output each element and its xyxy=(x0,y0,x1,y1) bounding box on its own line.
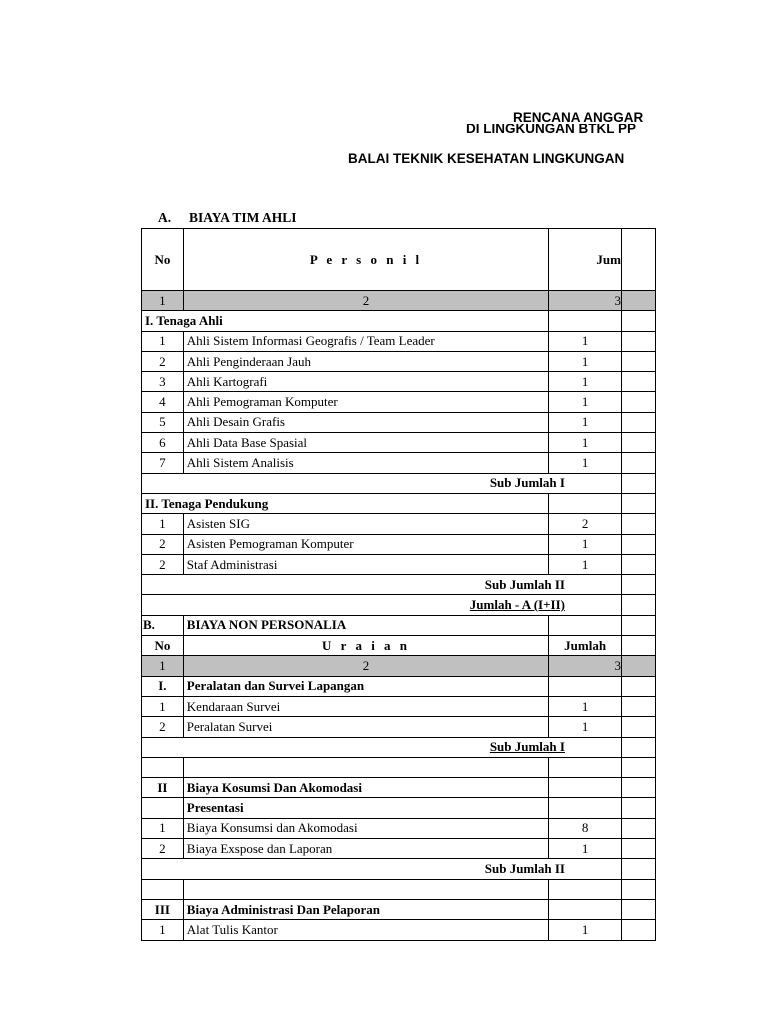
group-label: Biaya Administrasi Dan Pelaporan xyxy=(183,899,548,919)
total-label xyxy=(142,595,622,615)
cell xyxy=(621,453,655,473)
cell xyxy=(621,554,655,574)
row-name: Staf Administrasi xyxy=(183,554,548,574)
cell xyxy=(621,311,655,331)
row-name: Ahli Sistem Informasi Geografis / Team Leader xyxy=(183,331,548,351)
row-name: Ahli Desain Grafis xyxy=(183,412,548,432)
row-qty: 2 xyxy=(549,514,622,534)
row-name: Ahli Sistem Analisis xyxy=(183,453,548,473)
total-row xyxy=(142,595,656,615)
cell xyxy=(621,899,655,919)
blank-row xyxy=(142,757,656,777)
cell xyxy=(621,879,655,899)
table-header-row xyxy=(142,229,656,291)
cell xyxy=(621,696,655,716)
col-no-header: No xyxy=(142,636,184,656)
row-qty: 1 xyxy=(549,839,622,859)
row-no: 6 xyxy=(142,433,184,453)
cell xyxy=(621,331,655,351)
subgroup-row xyxy=(142,798,656,818)
row-qty: 1 xyxy=(549,331,622,351)
table-row xyxy=(142,412,656,432)
row-no: 2 xyxy=(142,839,184,859)
col-personil-header: P e r s o n i l xyxy=(183,229,548,291)
row-name: Ahli Penginderaan Jauh xyxy=(183,351,548,371)
cell xyxy=(621,412,655,432)
row-name: Biaya Konsumsi dan Akomodasi xyxy=(183,818,548,838)
row-no: 1 xyxy=(142,514,184,534)
section-a-letter: A. xyxy=(158,210,172,225)
cell xyxy=(549,798,622,818)
col-uraian-header: U r a i a n xyxy=(183,636,548,656)
section-b-title: BIAYA NON PERSONALIA xyxy=(183,615,548,635)
cell xyxy=(549,778,622,798)
cell xyxy=(621,757,655,777)
cell xyxy=(621,737,655,757)
table-row xyxy=(142,818,656,838)
row-no: 7 xyxy=(142,453,184,473)
cell xyxy=(621,351,655,371)
subtotal-row xyxy=(142,737,656,757)
index-cell: 2 xyxy=(183,291,548,311)
cell xyxy=(183,879,548,899)
row-qty: 8 xyxy=(549,818,622,838)
document-subtitle-text: DI LINGKUNGAN BTKL PP xyxy=(466,124,637,133)
cell xyxy=(549,676,622,696)
document-title: RENCANA ANGGAR xyxy=(513,110,644,125)
cell xyxy=(621,493,655,513)
subtotal-row xyxy=(142,473,656,493)
cell xyxy=(621,636,655,656)
cell xyxy=(549,879,622,899)
cell xyxy=(621,798,655,818)
table-row xyxy=(142,839,656,859)
cell xyxy=(621,575,655,595)
row-qty: 1 xyxy=(549,717,622,737)
row-no: 1 xyxy=(142,696,184,716)
cell xyxy=(142,879,184,899)
group-no: II xyxy=(142,778,184,798)
row-name: Peralatan Survei xyxy=(183,717,548,737)
index-cell: 1 xyxy=(142,291,184,311)
institution-name: BALAI TEKNIK KESEHATAN LINGKUNGAN xyxy=(348,151,625,166)
row-qty: 1 xyxy=(549,372,622,392)
row-qty: 1 xyxy=(549,392,622,412)
subtotal-label: Sub Jumlah I xyxy=(142,473,622,493)
cell xyxy=(621,656,655,676)
cell xyxy=(621,595,655,615)
group-row xyxy=(142,899,656,919)
table-row xyxy=(142,514,656,534)
row-name: Ahli Data Base Spasial xyxy=(183,433,548,453)
budget-table xyxy=(141,228,656,941)
table-row xyxy=(142,331,656,351)
cell xyxy=(621,372,655,392)
group-label: I. Tenaga Ahli xyxy=(142,311,549,331)
row-qty: 1 xyxy=(549,554,622,574)
subtotal-label-text: Sub Jumlah I xyxy=(489,739,565,755)
index-row xyxy=(142,656,656,676)
cell xyxy=(621,534,655,554)
row-no: 1 xyxy=(142,331,184,351)
table-row xyxy=(142,696,656,716)
blank-row xyxy=(142,879,656,899)
group-label: Biaya Kosumsi Dan Akomodasi xyxy=(183,778,548,798)
table-row xyxy=(142,534,656,554)
subtotal-row xyxy=(142,575,656,595)
row-qty: 1 xyxy=(549,412,622,432)
row-no: 2 xyxy=(142,351,184,371)
cell xyxy=(621,615,655,635)
row-qty: 1 xyxy=(549,534,622,554)
row-name: Biaya Exspose dan Laporan xyxy=(183,839,548,859)
row-qty: 1 xyxy=(549,696,622,716)
table-row xyxy=(142,554,656,574)
row-name: Asisten Pemograman Komputer xyxy=(183,534,548,554)
cell xyxy=(621,839,655,859)
group-row xyxy=(142,311,656,331)
row-qty: 1 xyxy=(549,351,622,371)
row-no: 2 xyxy=(142,717,184,737)
total-label-text: Jumlah - A (I+II) xyxy=(469,597,565,613)
row-no: 2 xyxy=(142,554,184,574)
cell xyxy=(621,859,655,879)
cell xyxy=(621,818,655,838)
subtotal-label: Sub Jumlah II xyxy=(142,859,622,879)
row-no: 5 xyxy=(142,412,184,432)
row-no: 4 xyxy=(142,392,184,412)
col-jumlah-header: Jumlah xyxy=(549,636,622,656)
cell xyxy=(621,229,655,291)
index-cell: 2 xyxy=(183,656,548,676)
row-name: Ahli Kartografi xyxy=(183,372,548,392)
subgroup-label: Presentasi xyxy=(183,798,548,818)
col-jumlah-header: Jum xyxy=(549,229,622,291)
section-b-title-row xyxy=(142,615,656,635)
table-row xyxy=(142,920,656,940)
table-row xyxy=(142,453,656,473)
cell xyxy=(549,493,622,513)
group-row xyxy=(142,676,656,696)
row-no: 3 xyxy=(142,372,184,392)
index-row xyxy=(142,291,656,311)
cell xyxy=(183,757,548,777)
group-no: III xyxy=(142,899,184,919)
cell xyxy=(621,676,655,696)
subtotal-row xyxy=(142,859,656,879)
cell xyxy=(621,392,655,412)
cell xyxy=(621,473,655,493)
cell xyxy=(549,757,622,777)
row-name: Ahli Pemograman Komputer xyxy=(183,392,548,412)
cell xyxy=(142,757,184,777)
row-name: Alat Tulis Kantor xyxy=(183,920,548,940)
index-cell: 3 xyxy=(549,291,622,311)
table-header-row xyxy=(142,636,656,656)
row-qty: 1 xyxy=(549,920,622,940)
group-label: II. Tenaga Pendukung xyxy=(142,493,549,513)
row-qty: 1 xyxy=(549,433,622,453)
cell xyxy=(621,433,655,453)
table-row xyxy=(142,717,656,737)
cell xyxy=(621,717,655,737)
table-row xyxy=(142,433,656,453)
table-row xyxy=(142,372,656,392)
cell xyxy=(621,291,655,311)
group-no: I. xyxy=(142,676,184,696)
section-b-letter: B. xyxy=(142,615,184,635)
row-no: 1 xyxy=(142,920,184,940)
cell xyxy=(621,778,655,798)
subtotal-label xyxy=(142,737,622,757)
table-row xyxy=(142,392,656,412)
cell xyxy=(621,514,655,534)
group-row xyxy=(142,778,656,798)
group-label: Peralatan dan Survei Lapangan xyxy=(183,676,548,696)
row-no: 2 xyxy=(142,534,184,554)
cell xyxy=(549,615,622,635)
section-a-title: BIAYA TIM AHLI xyxy=(189,210,297,225)
cell xyxy=(142,798,184,818)
index-cell: 3 xyxy=(549,656,622,676)
cell xyxy=(621,920,655,940)
row-name: Kendaraan Survei xyxy=(183,696,548,716)
table-row xyxy=(142,351,656,371)
index-cell: 1 xyxy=(142,656,184,676)
row-no: 1 xyxy=(142,818,184,838)
row-name: Asisten SIG xyxy=(183,514,548,534)
subtotal-label: Sub Jumlah II xyxy=(142,575,622,595)
cell xyxy=(549,311,622,331)
cell xyxy=(549,899,622,919)
group-row xyxy=(142,493,656,513)
col-no-header: No xyxy=(142,229,184,291)
row-qty: 1 xyxy=(549,453,622,473)
